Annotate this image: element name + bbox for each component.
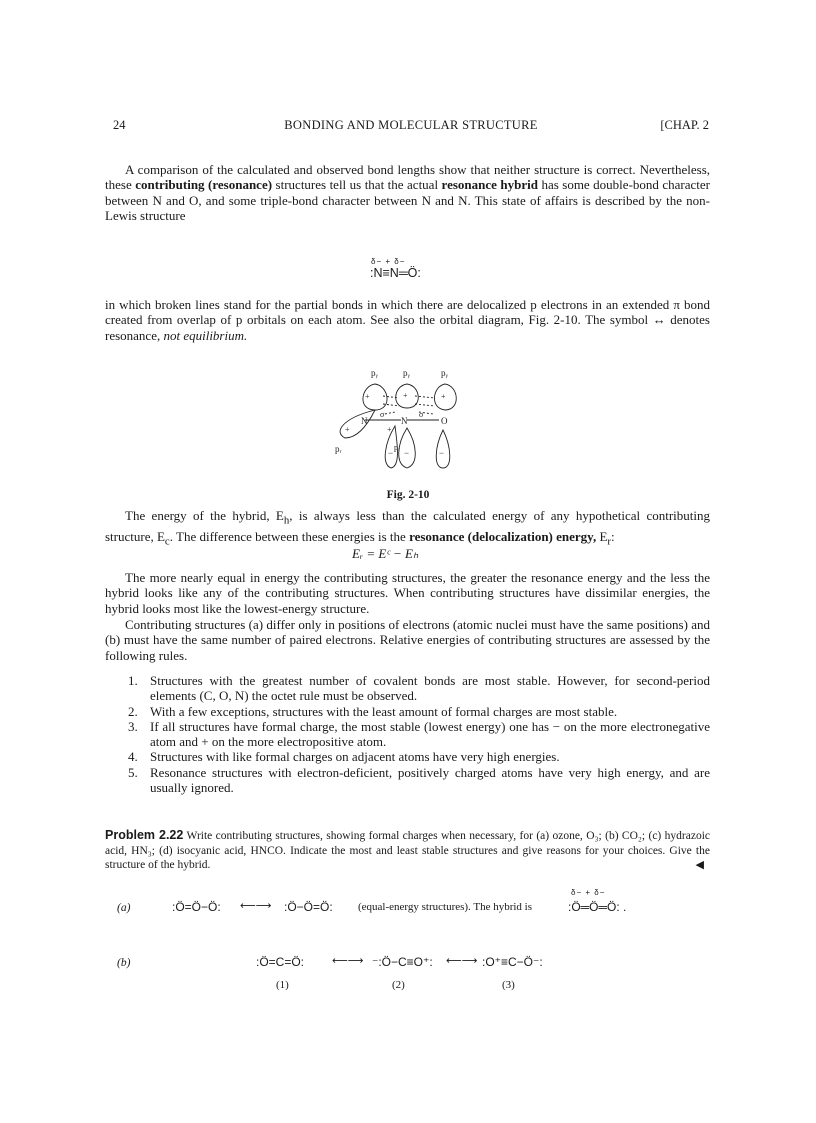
term-contributing: contributing (resonance)	[135, 177, 273, 193]
ozone-structure-2: :Ö−Ö=Ö:	[284, 900, 333, 914]
ozone-structure-1: :Ö=Ö−Ö:	[172, 900, 221, 914]
problem-text: Write contributing structures, showing formal charges when necessary, for (a) ozone, O₃; (b) CO₂; (c) hydrazoic acid, HN₃; (d) isocyanic acid, HNCO. Indicate the most and least stable structures and give reasons for your choices. Give the structure of the hybrid.	[105, 830, 710, 871]
label-py-1: pᵧ	[371, 368, 378, 378]
rule-item: 2. With a few exceptions, structures with the least amount of formal charges are most stable.	[128, 703, 618, 719]
problem-label: Problem 2.22	[105, 828, 184, 842]
paragraph-delocalized: in which broken lines stand for the partial bonds in which there are delocalized p electrons in an extended π bond created from overlap of p orbitals on each atom. See also the orbital diagram, Fig. 2-10. The symbol ↔ denotes resonance, not equilibrium.	[105, 297, 710, 343]
svg-text:−: −	[404, 448, 410, 458]
ozone-hybrid: :Ö═Ö═Ö: .	[568, 900, 627, 914]
resonance-arrow: ⟵⟶	[240, 900, 272, 912]
paragraph-nearly-equal: The more nearly equal in energy the contributing structures, the greater the resonance energy and the less the hybrid looks like any of the contributing structures. When contributing structures have dissimilar energies, the hybrid looks most like the lowest-energy structure.	[105, 570, 710, 616]
term-resonance-energy: resonance (delocalization) energy,	[409, 528, 597, 544]
page-number: 24	[113, 118, 126, 132]
label-o: O	[441, 416, 448, 426]
paragraph-contributing: Contributing structures (a) differ only in positions of electrons (atomic nuclei must have the same positions) and (b) must have the same number of paired electrons. Relative energies of contributing structures are assessed by the following rules.	[105, 617, 710, 663]
co2-structure-3: :O⁺≡C−Ö⁻:	[482, 955, 543, 969]
rule-item: 5. Resonance structures with electron-deficient, positively charged atoms have very high energy, and are usually ignored.	[128, 764, 710, 796]
part-a-note: (equal-energy structures). The hybrid is	[358, 901, 533, 913]
label-n-2: N	[401, 416, 408, 426]
svg-text:+: +	[403, 391, 408, 400]
part-b-label: (b)	[117, 957, 131, 969]
structure-number-2: (2)	[392, 979, 405, 991]
label-py-3: pᵧ	[441, 368, 448, 378]
label-py-2: pᵧ	[403, 368, 410, 378]
problem-end-marker: ◀	[695, 859, 704, 871]
running-header	[113, 118, 709, 134]
chapter-title: BONDING AND MOLECULAR STRUCTURE	[284, 118, 538, 132]
structure-number-3: (3)	[502, 979, 515, 991]
label-pz-2: pᵣ	[394, 443, 400, 452]
co2-structure-1: :Ö=C=Ö:	[256, 955, 305, 969]
rules-list	[128, 673, 710, 795]
figure-caption: Fig. 2-10	[386, 489, 430, 501]
resonance-arrow-1: ⟵⟶	[332, 955, 364, 967]
svg-text:+: +	[387, 425, 392, 434]
svg-text:+: +	[365, 392, 370, 401]
rule-item: 4. Structures with like formal charges on adjacent atoms have very high energies.	[128, 749, 560, 765]
svg-text:+: +	[345, 425, 350, 434]
problem-2-22	[105, 828, 710, 873]
paragraph-resonance-intro: A comparison of the calculated and observed bond lengths show that neither structure is correct. Nevertheless, these contributing (resonance) structures tell us that the actual resonance hybrid has some double-bond character between N and O, and some triple-bond character between N and N. This state of affairs is described by the non-Lewis structure	[105, 162, 710, 223]
hybrid-charges: δ− + δ−	[571, 888, 606, 897]
part-a-label: (a)	[117, 902, 131, 914]
label-sigma-1: σ	[380, 410, 385, 419]
non-lewis-formula: :N≡N═Ö:	[370, 266, 421, 280]
structure-number-1: (1)	[276, 979, 289, 991]
term-resonance-hybrid: resonance hybrid	[441, 177, 538, 193]
rule-item: 3. If all structures have formal charge, the most stable (lowest energy) one has − on the more electronegative atom and + on the more electropositive atom.	[128, 718, 710, 750]
label-sigma-2: σ	[419, 410, 424, 419]
label-pz-1: pᵣ	[335, 444, 342, 454]
resonance-arrow-2: ⟵⟶	[446, 955, 478, 967]
orbital-diagram	[335, 368, 485, 488]
svg-text:−: −	[439, 448, 445, 458]
svg-text:+: +	[441, 392, 446, 401]
resonance-energy-equation: Eᵣ = Eᶜ − Eₕ	[352, 546, 419, 561]
co2-structure-2: ⁻:Ö−C≡O⁺:	[372, 955, 433, 969]
rule-item: 1. Structures with the greatest number of covalent bonds are most stable. However, for second-period elements (C, O, N) the octet rule must be observed.	[128, 673, 710, 704]
formula-charges: δ− + δ−	[371, 257, 406, 266]
label-n-1: N	[361, 416, 368, 426]
paragraph-hybrid-energy: The energy of the hybrid, $E_h$, is always less than the calculated energy of any hypothetical contributing structure, $E_c$. The difference between these energies is the resonance (delocalization) energy, $E_r$:	[105, 508, 710, 548]
svg-text:−: −	[388, 448, 394, 458]
chapter-ref: [CHAP. 2	[660, 118, 709, 132]
